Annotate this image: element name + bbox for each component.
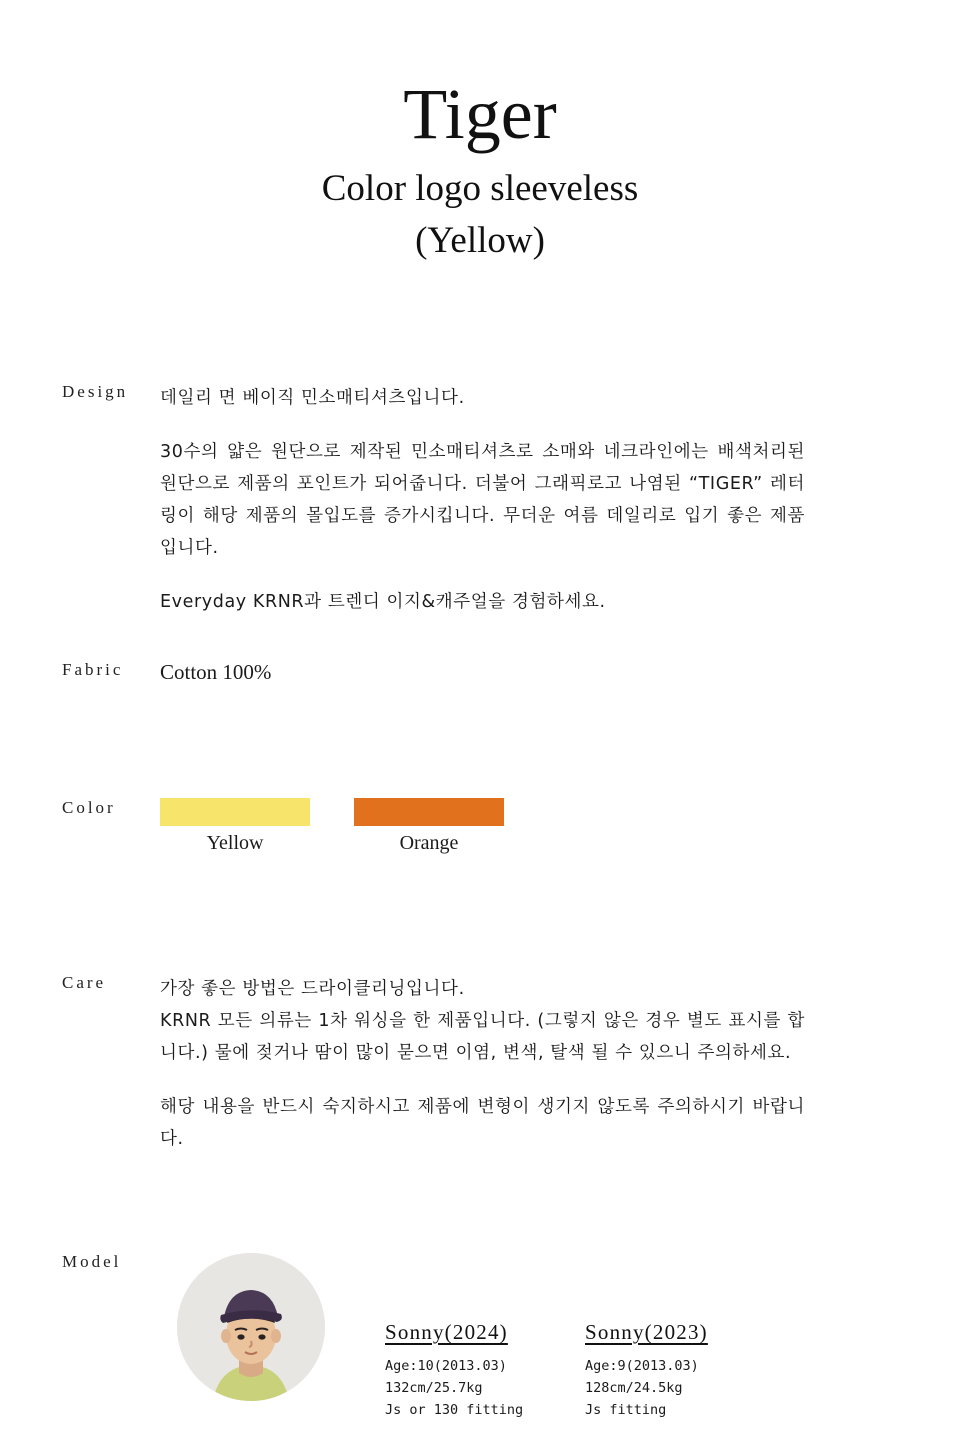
color-content	[160, 798, 805, 876]
model-photo-illustration	[177, 1253, 325, 1401]
color-swatch-orange-label: Orange	[399, 832, 459, 854]
care-note: 해당 내용을 반드시 숙지하시고 제품에 변형이 생기지 않도록 주의하시기 바랍니다.	[160, 1097, 805, 1149]
color-swatch-row	[160, 798, 805, 876]
page-subtitle-color: (Yellow)	[415, 219, 545, 261]
design-lead: 데일리 면 베이직 민소매티셔츠입니다.	[160, 388, 465, 408]
care-body: KRNR 모든 의류는 1차 워싱을 한 제품입니다. (그렇지 않은 경우 별도 표시를 합니다.) 물에 젖거나 땀이 많이 묻으면 이염, 변색, 탈색 될 수 있으니 주의하세요.	[160, 1011, 805, 1063]
page-title: Tiger	[403, 74, 557, 154]
spacer	[160, 414, 805, 436]
model-column-2024	[385, 1320, 585, 1421]
model-size-2024: 132cm/25.7kg	[385, 1380, 483, 1396]
care-line1: 가장 좋은 방법은 드라이클리닝입니다.	[160, 979, 465, 999]
page-header	[0, 0, 960, 266]
model-age-2024: Age:10(2013.03)	[385, 1358, 507, 1374]
model-label: Model	[62, 1252, 122, 1271]
model-name-2023: Sonny(2023)	[585, 1320, 708, 1344]
fabric-content	[160, 660, 805, 685]
model-column-2023	[585, 1320, 785, 1421]
model-name-2024: Sonny(2024)	[385, 1320, 508, 1344]
design-body: 30수의 얇은 원단으로 제작된 민소매티셔츠로 소매와 네크라인에는 배색처리된 원단으로 제품의 포인트가 되어줍니다. 더불어 그래픽로고 나염된 “TIGER” 레터링이 해당 제품의 몰입도를 증가시킵니다. 무더운 여름 데일리로 입기 좋은 제품입니다.	[160, 442, 805, 558]
model-avatar	[177, 1253, 325, 1401]
fabric-label: Fabric	[62, 660, 124, 679]
color-swatch-yellow[interactable]	[160, 798, 310, 826]
care-label: Care	[62, 973, 107, 992]
model-fitting-2023: Js fitting	[585, 1402, 667, 1418]
fabric-value: Cotton 100%	[160, 660, 272, 684]
design-tagline: Everyday KRNR과 트렌디 이지&캐주얼을 경험하세요.	[160, 592, 606, 612]
design-label: Design	[62, 382, 129, 401]
model-size-2023: 128cm/24.5kg	[585, 1380, 683, 1396]
page-subtitle: Color logo sleeveless	[321, 168, 639, 209]
care-content	[160, 973, 805, 1155]
spacer	[160, 564, 805, 586]
design-content	[160, 382, 805, 618]
model-details-2024	[385, 1355, 585, 1421]
spacer	[160, 1069, 805, 1091]
color-label: Color	[62, 798, 116, 817]
model-fitting-2024: Js or 130 fitting	[385, 1402, 524, 1418]
color-swatch-yellow-label: Yellow	[206, 832, 264, 854]
color-swatch-orange[interactable]	[354, 798, 504, 826]
model-age-2023: Age:9(2013.03)	[585, 1358, 699, 1374]
model-details-2023	[585, 1355, 785, 1421]
